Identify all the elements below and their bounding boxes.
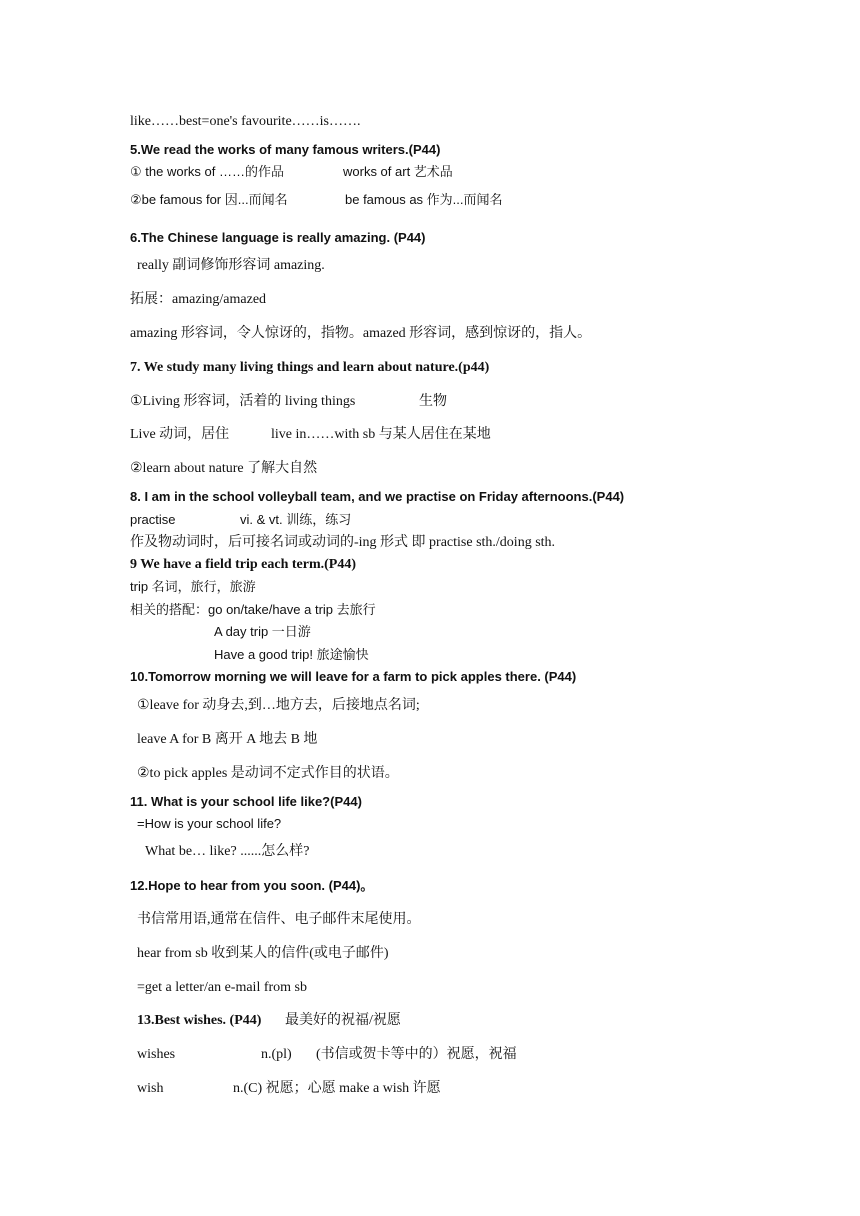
note-line-9b: 相关的搭配：go on/take/have a trip 去旅行 [130,602,376,617]
note-line-9a: trip 名词，旅行，旅游 [130,579,256,594]
note-line-10b: leave A for B 离开 A 地去 B 地 [137,732,318,747]
heading-13-title: 13.Best wishes. (P44) [137,1013,262,1028]
heading-8: 8. I am in the school volleyball team, and we practise on Friday afternoons.(P44) [130,489,625,504]
note-13a-word: wishes [137,1047,176,1062]
note-13b-gloss: n.(C) 祝愿；心愿 make a wish 许愿 [233,1081,441,1096]
heading-6: 6.The Chinese language is really amazing. (P44) [130,230,426,245]
note-8a-left: practise [130,512,176,527]
note-5b-left: ②be famous for 因...而闻名 [130,192,288,207]
heading-13-gloss: 最美好的祝福/祝愿 [285,1013,401,1028]
note-line-9c: A day trip 一日游 [214,624,311,639]
note-line-10a: ①leave for 动身去,到…地方去，后接地点名词; [137,698,420,713]
note-5a-right: works of art 艺术品 [343,164,453,179]
note-5b-right: be famous as 作为...而闻名 [345,192,503,207]
note-line-1: like……best=one's favourite……is……. [130,114,361,129]
note-13b-word: wish [137,1081,164,1096]
note-13a-gloss: (书信或贺卡等中的）祝愿，祝福 [316,1047,517,1062]
note-line-11a: =How is your school life? [137,816,282,831]
note-5a-left: ① the works of ……的作品 [130,164,284,179]
note-line-12c: =get a letter/an e-mail from sb [137,980,307,995]
note-7b-right: live in……with sb 与某人居住在某地 [271,427,491,442]
heading-10: 10.Tomorrow morning we will leave for a farm to pick apples there. (P44) [130,669,577,684]
note-line-6a: really 副词修饰形容词 amazing. [137,258,325,273]
note-line-8b: 作及物动词时，后可接名词或动词的-ing 形式 即 practise sth./doing sth. [130,535,556,550]
heading-11: 11. What is your school life like?(P44) [130,794,362,809]
note-13a-pos: n.(pl) [261,1047,292,1062]
note-line-12b: hear from sb 收到某人的信件(或电子邮件) [137,946,389,961]
heading-12: 12.Hope to hear from you soon. (P44)。 [130,878,374,893]
note-7b-left: Live 动词，居住 [130,427,230,442]
note-line-6b: 拓展：amazing/amazed [130,292,267,307]
heading-7: 7. We study many living things and learn about nature.(p44) [130,360,490,375]
note-7a-left: ①Living 形容词，活着的 living things [130,394,356,409]
note-line-12a: 书信常用语,通常在信件、电子邮件末尾使用。 [137,912,421,927]
note-line-9d: Have a good trip! 旅途愉快 [214,647,369,662]
note-line-11b: What be… like? ......怎么样? [145,844,310,859]
note-7a-right: 生物 [419,394,447,409]
note-line-7c: ②learn about nature 了解大自然 [130,461,318,476]
note-line-10c: ②to pick apples 是动词不定式作目的状语。 [137,766,399,781]
heading-9: 9 We have a field trip each term.(P44) [130,557,357,572]
note-line-6c: amazing 形容词，令人惊讶的，指物。amazed 形容词，感到惊讶的，指人。 [130,326,592,341]
heading-5: 5.We read the works of many famous writers.(P44) [130,142,441,157]
note-8a-right: vi. & vt. 训练，练习 [240,512,352,527]
